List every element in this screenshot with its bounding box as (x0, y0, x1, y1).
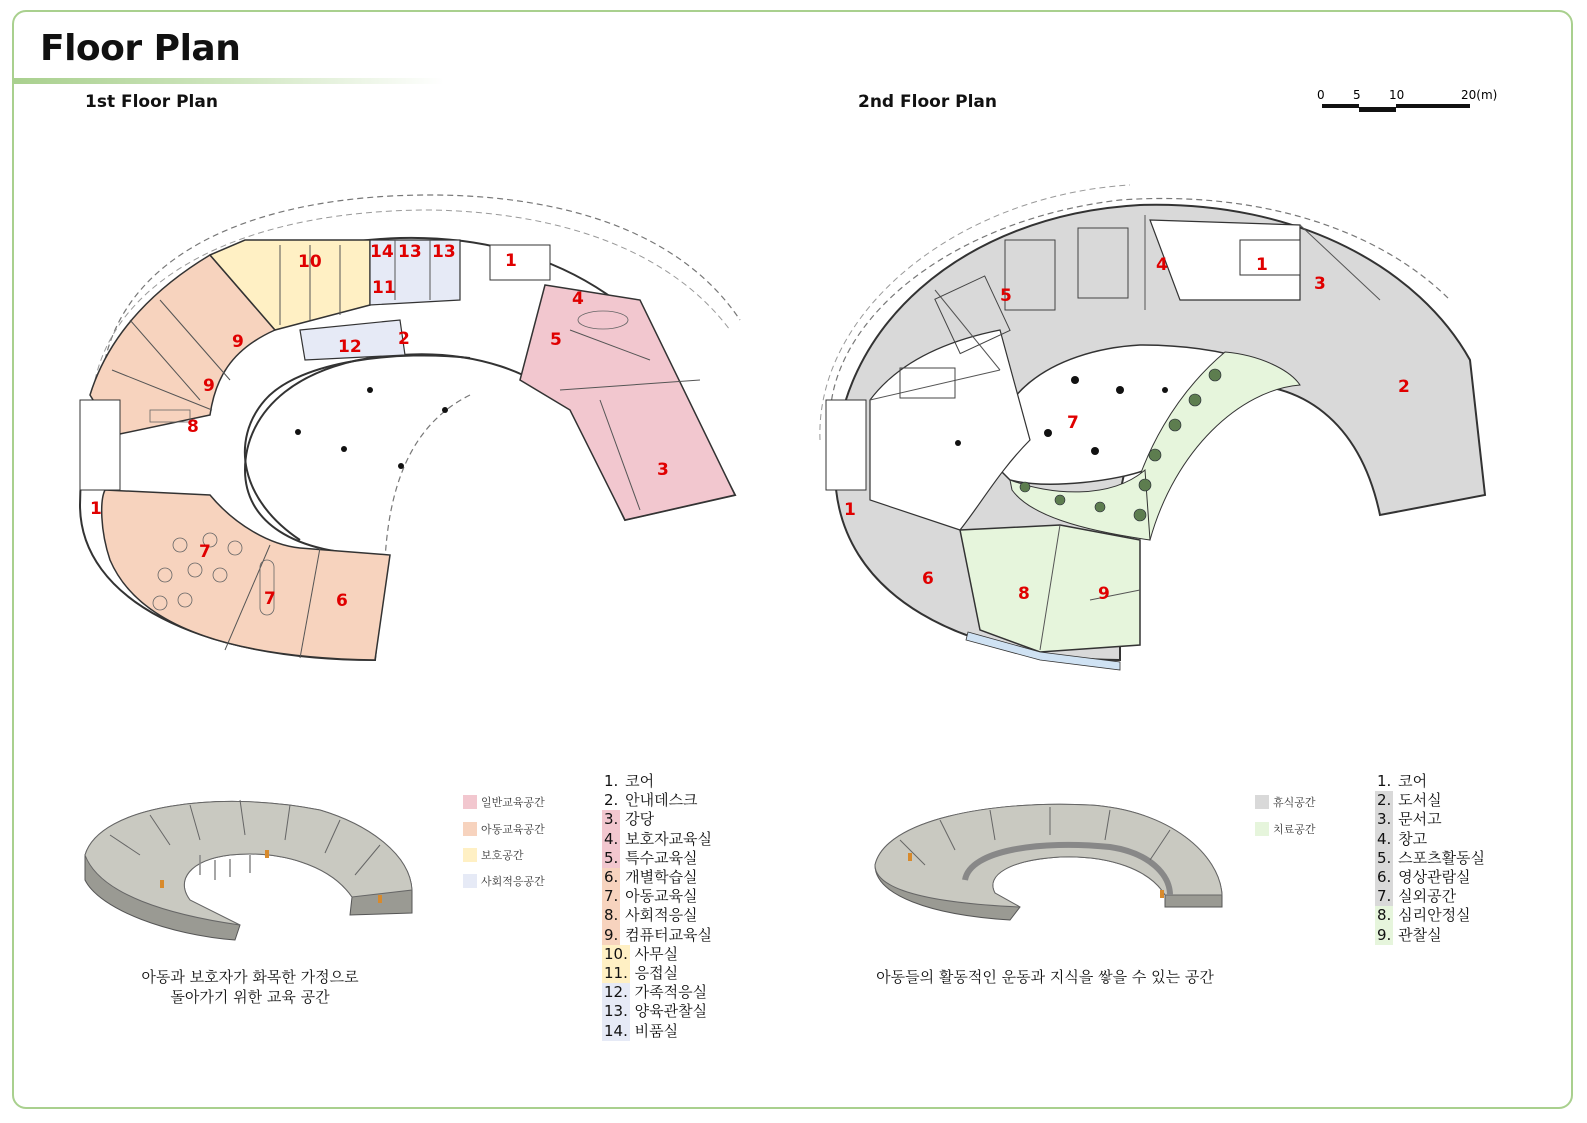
room-number: 7. (1377, 887, 1392, 906)
room-name: 사회적응실 (625, 906, 698, 925)
room-label-9b: 9 (203, 376, 215, 396)
room-name: 문서고 (1398, 810, 1442, 829)
caption-line: 돌아가기 위한 교육 공간 (170, 988, 330, 1006)
room-name: 보호자교육실 (625, 829, 713, 848)
room-list-item (602, 868, 712, 887)
room-list-item (602, 772, 712, 791)
room-list-item (602, 964, 712, 983)
room-number: 4. (1377, 829, 1392, 848)
room-list-item (602, 926, 712, 945)
legend-label: 보호공간 (481, 849, 524, 862)
room-number: 2. (1377, 791, 1392, 810)
room-label-1a: 1 (1256, 255, 1268, 275)
room-number: 10. (604, 944, 628, 963)
room-label-8: 8 (187, 417, 199, 437)
room-label-1b: 1 (844, 500, 856, 520)
legend-label: 휴식공간 (1273, 796, 1316, 809)
room-number: 6. (1377, 868, 1392, 887)
room-list-item (602, 887, 712, 906)
legend-category-1 (463, 794, 545, 810)
legend-swatch (463, 795, 477, 809)
room-name: 코어 (625, 772, 655, 790)
room-name: 가족적응실 (634, 983, 708, 1002)
room-label-5: 5 (1000, 286, 1012, 306)
room-number: 1. (604, 772, 619, 790)
room-name: 영상관람실 (1398, 868, 1471, 887)
legend-category-4 (463, 873, 545, 889)
room-label-3: 3 (657, 460, 669, 480)
room-name: 도서실 (1398, 791, 1442, 810)
room-label-11: 11 (372, 278, 396, 298)
room-name: 코어 (1398, 772, 1428, 790)
room-list-item (1375, 887, 1485, 906)
room-label-14: 14 (370, 242, 394, 262)
room-label-13b: 13 (432, 242, 456, 262)
second-floor-room-list (1375, 772, 1485, 945)
room-number: 8. (604, 906, 619, 925)
room-label-10: 10 (298, 252, 322, 272)
second-floor-plan (820, 185, 1485, 670)
room-list-item (1375, 772, 1485, 791)
room-name: 특수교육실 (625, 848, 698, 867)
room-label-1a: 1 (505, 251, 517, 271)
room-list-item (602, 791, 712, 810)
room-label-12: 12 (338, 337, 362, 357)
legend-swatch (463, 874, 477, 888)
scale-tick-5: 5 (1353, 88, 1361, 102)
scale-tick-0: 0 (1317, 88, 1325, 102)
room-number: 4. (604, 829, 619, 848)
room-number: 7. (604, 887, 619, 906)
room-number: 13. (604, 1002, 628, 1021)
room-number: 9. (604, 925, 619, 944)
room-number: 3. (1377, 810, 1392, 829)
room-name: 응접실 (634, 964, 679, 983)
room-list-item (602, 1002, 712, 1021)
caption-line: 아동들의 활동적인 운동과 지식을 쌓을 수 있는 공간 (876, 968, 1214, 986)
room-list-item (1375, 791, 1485, 810)
legend2-category-2 (1255, 821, 1316, 837)
room-number: 9. (1377, 925, 1392, 944)
room-number: 11. (604, 964, 628, 983)
legend-swatch (1255, 795, 1269, 809)
room-list-item (602, 830, 712, 849)
second-floor-caption (845, 967, 1245, 987)
room-label-9: 9 (1098, 584, 1110, 604)
first-floor-title: 1st Floor Plan (85, 92, 218, 112)
room-label-4: 4 (572, 289, 584, 309)
room-list-item (602, 906, 712, 925)
page-title: Floor Plan (40, 28, 241, 69)
legend-label: 사회적응공간 (481, 875, 545, 888)
room-label-4: 4 (1156, 255, 1168, 275)
room-name: 스포츠활동실 (1398, 848, 1486, 867)
room-label-5: 5 (550, 330, 562, 350)
room-name: 창고 (1398, 829, 1428, 848)
scale-tick-10: 10 (1389, 88, 1405, 102)
room-label-9a: 9 (232, 332, 244, 352)
room-number: 5. (604, 848, 619, 867)
legend-swatch (1255, 822, 1269, 836)
room-label-6: 6 (922, 569, 934, 589)
room-label-2: 2 (1398, 377, 1410, 397)
room-number: 5. (1377, 848, 1392, 867)
first-floor-plan (80, 195, 740, 660)
room-list-item (1375, 926, 1485, 945)
first-floor-3d-model (80, 785, 425, 945)
second-floor-3d-model (870, 795, 1230, 925)
legend-label: 일반교육공간 (481, 796, 545, 809)
room-number: 8. (1377, 906, 1392, 925)
room-label-2: 2 (398, 329, 410, 349)
room-list-item (602, 983, 712, 1002)
room-name: 컴퓨터교육실 (625, 925, 713, 944)
room-number: 3. (604, 810, 619, 829)
first-floor-room-list (602, 772, 712, 1041)
room-name: 개별학습실 (625, 868, 698, 887)
room-label-7a: 7 (199, 542, 211, 562)
room-name: 관찰실 (1398, 925, 1442, 944)
room-list-item (1375, 906, 1485, 925)
room-label-7b: 7 (264, 589, 276, 609)
room-label-1b: 1 (90, 499, 102, 519)
caption-line: 아동과 보호자가 화목한 가정으로 (141, 968, 359, 986)
legend-label: 치료공간 (1273, 823, 1316, 836)
room-label-7: 7 (1067, 413, 1079, 433)
room-list-item (1375, 868, 1485, 887)
legend2-category-1 (1255, 794, 1316, 810)
room-list-item (602, 849, 712, 868)
room-label-6: 6 (336, 591, 348, 611)
legend-category-3 (463, 847, 524, 863)
room-list-item (602, 810, 712, 829)
room-name: 실외공간 (1398, 887, 1457, 906)
legend-swatch (463, 848, 477, 862)
room-number: 14. (604, 1021, 628, 1040)
room-name: 사무실 (634, 944, 679, 963)
room-number: 1. (1377, 772, 1392, 790)
scale-tick-20: 20(m) (1461, 88, 1498, 102)
room-name: 안내데스크 (625, 791, 698, 810)
room-number: 2. (604, 791, 619, 810)
room-list-item (1375, 810, 1485, 829)
room-list-item (1375, 830, 1485, 849)
room-label-8: 8 (1018, 584, 1030, 604)
room-name: 심리안정실 (1398, 906, 1471, 925)
room-name: 양육관찰실 (634, 1002, 708, 1021)
room-list-item (602, 1022, 712, 1041)
room-list-item (602, 945, 712, 964)
legend-category-2 (463, 821, 545, 837)
room-label-13a: 13 (398, 242, 422, 262)
room-name: 아동교육실 (625, 887, 698, 906)
room-number: 6. (604, 868, 619, 887)
room-label-3: 3 (1314, 274, 1326, 294)
first-floor-caption (100, 967, 400, 1007)
room-name: 강당 (625, 810, 655, 829)
second-floor-title: 2nd Floor Plan (858, 92, 997, 112)
legend-swatch (463, 822, 477, 836)
room-list-item (1375, 849, 1485, 868)
legend-label: 아동교육공간 (481, 823, 545, 836)
room-number: 12. (604, 983, 628, 1002)
room-name: 비품실 (634, 1021, 679, 1040)
